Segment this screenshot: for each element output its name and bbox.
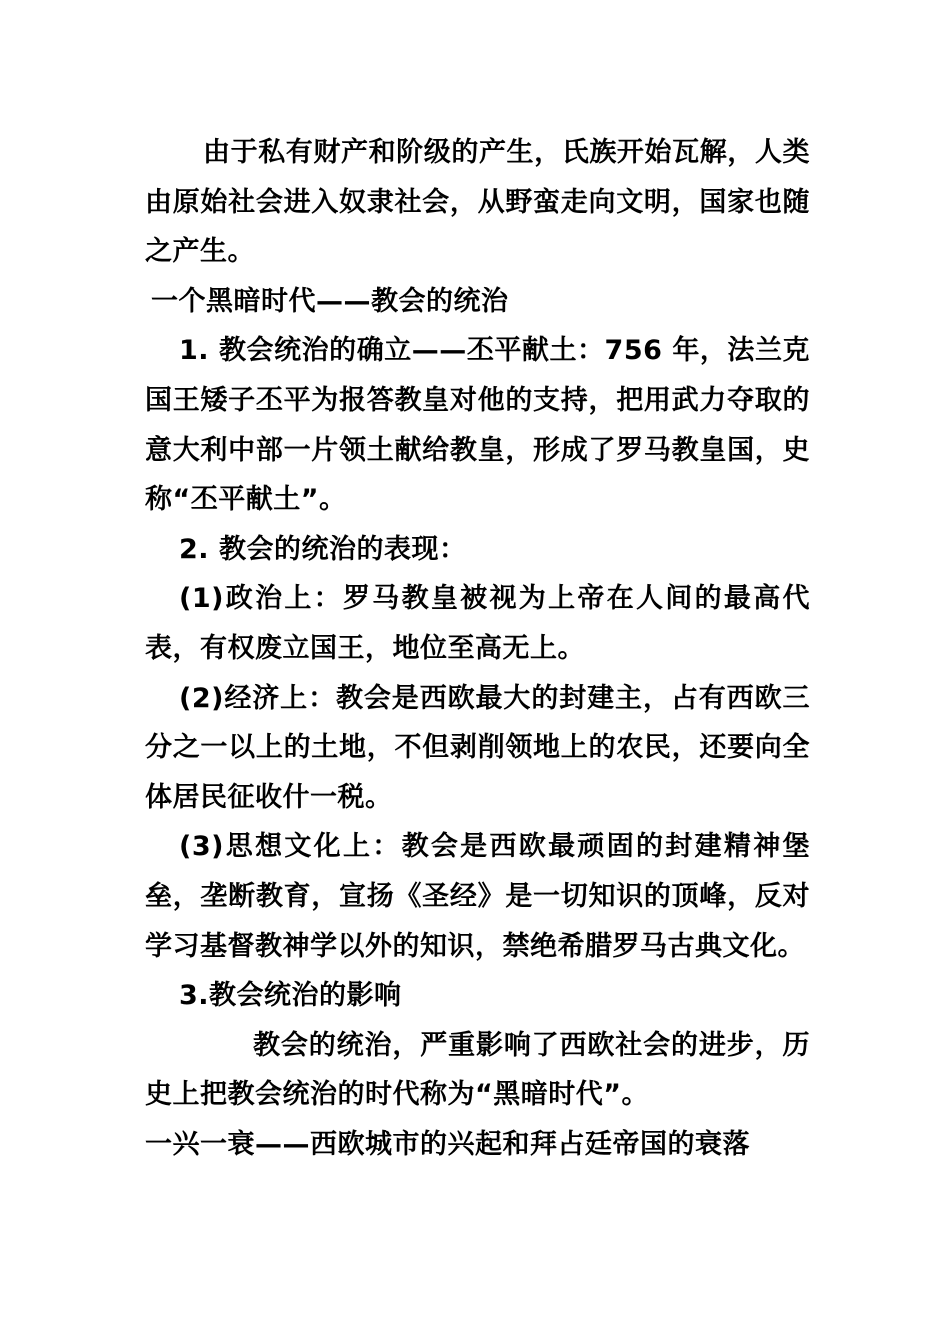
item-2-economy-paragraph: (2)经济上：教会是西欧最大的封建主，占有西欧三分之一以上的土地，不但剥削领地上的农民，还要向全体居民征收什一税。 [145,682,810,813]
item-2-politics-paragraph: (1)政治上：罗马教皇被视为上帝在人间的最高代表，有权废立国王，地位至高无上。 [145,583,810,664]
item-3-heading: 3.教会统治的影响 [179,980,402,1012]
item-1-paragraph: 1. 教会统治的确立——丕平献土：756 年，法兰克国王矮子丕平为报答教皇对他的支持，把用武力夺取的意大利中部一片领土献给教皇，形成了罗马教皇国，史称“丕平献土”。 [145,335,810,516]
item-2-culture-paragraph: (3)思想文化上：教会是西欧最顽固的封建精神堡垒，垄断教育，宣扬《圣经》是一切知识的顶峰，反对学习基督教神学以外的知识，禁绝希腊罗马古典文化。 [145,831,810,962]
intro-paragraph: 由于私有财产和阶级的产生，氏族开始瓦解，人类由原始社会进入奴隶社会，从野蛮走向文明，国家也随之产生。 [145,137,810,268]
item-3-body-paragraph: 教会的统治，严重影响了西欧社会的进步，历史上把教会统治的时代称为“黑暗时代”。 [145,1029,810,1111]
document-body [145,128,810,1169]
section-heading-dark-age: 一个黑暗时代——教会的统治 [151,285,509,317]
section-heading-rise-fall: 一兴一衰——西欧城市的兴起和拜占廷帝国的衰落 [145,1128,750,1160]
item-2-heading: 2. 教会的统治的表现： [179,533,467,565]
